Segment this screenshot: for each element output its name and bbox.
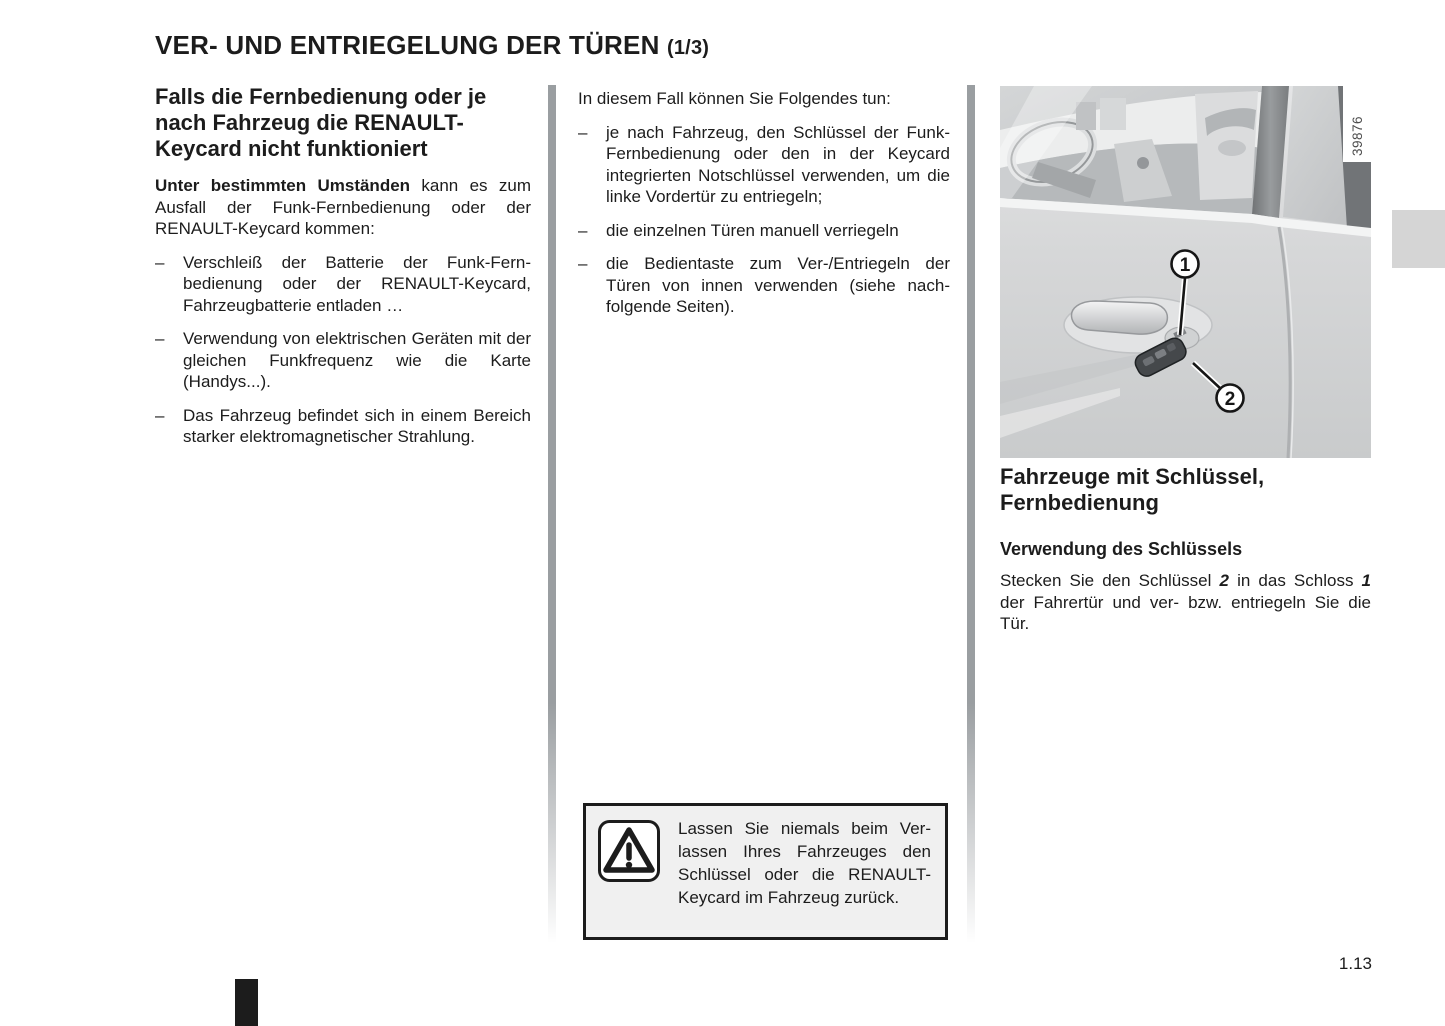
warning-text: Lassen Sie niemals beim Verlassen Ihres Fahrzeuges den Schlüssel oder die RENAULT-Keycard im Fahrzeug zurück. — [678, 819, 931, 907]
callout-2-label: 2 — [1224, 389, 1236, 410]
car-door-illustration — [1000, 86, 1371, 458]
bullet-dash: – — [578, 122, 588, 142]
middle-column — [578, 88, 950, 330]
figure-number: 39876 — [1350, 115, 1365, 156]
car-interior-through-window — [1000, 86, 1262, 214]
bullet-text: Verschleiß der Batterie der Funk-Fernbedienung oder der RENAULT-Keycard, Fahrzeugbatterie entladen … — [183, 252, 531, 315]
list-item — [578, 253, 950, 318]
bullet-text: die Bedientaste zum Ver-/Entriegeln der Türen von innen verwenden (siehe nachfolgende Seiten). — [606, 254, 950, 316]
page-title-part-indicator: (1/3) — [667, 37, 710, 59]
list-item — [155, 405, 531, 448]
left-intro-bold: Unter bestimmten Umständen — [155, 176, 411, 195]
dashboard-vent — [1076, 102, 1096, 130]
page-number: 1.13 — [1338, 954, 1372, 973]
left-intro-paragraph — [155, 175, 531, 240]
middle-intro-paragraph: In diesem Fall können Sie Folgendes tun: — [578, 89, 891, 108]
bullet-dash: – — [155, 405, 165, 425]
door-handle — [1072, 301, 1168, 334]
car-door-figure — [1000, 86, 1371, 457]
gear-knob — [1137, 157, 1149, 169]
bullet-text: je nach Fahrzeug, den Schlüssel der Funk-Fernbedienung oder den in der Keycard integrierten Notschlüssel verwenden, um die linke Vordertür zu entriegeln; — [606, 122, 950, 206]
right-column-heading: Fahrzeuge mit Schlüssel, Fernbedienung — [1000, 464, 1265, 515]
section-tab-marker — [1392, 210, 1445, 268]
page-title-text: VER- UND ENTRIEGELUNG DER TÜREN — [155, 30, 660, 60]
right-column — [1000, 464, 1371, 635]
page-title — [155, 30, 709, 61]
left-intro-rest: kann es zum Ausfall der Funk-Fernbedienung oder der RENAULT-Keycard kommen: — [155, 176, 531, 238]
bullet-text: Verwendung von elektrischen Geräten mit der gleichen Funkfrequenz wie die Karte (Handys...). — [183, 329, 531, 391]
lock-reference: 1 — [1361, 571, 1372, 590]
bullet-text: die einzelnen Türen manuell verriegeln — [606, 220, 899, 240]
callout-1-label: 1 — [1179, 255, 1191, 276]
left-column — [155, 84, 531, 460]
right-body-text: Stecken Sie den Schlüssel — [1000, 571, 1220, 590]
chapter-tab-marker — [235, 979, 258, 1026]
bullet-text: Das Fahrzeug befindet sich in einem Bereich starker elektromagnetischer Strahlung. — [183, 405, 531, 446]
list-item — [578, 220, 950, 242]
warning-box — [583, 803, 948, 940]
list-item — [155, 328, 531, 393]
list-item — [578, 122, 950, 208]
right-column-subheading: Verwendung des Schlüssels — [1000, 539, 1243, 559]
column-divider — [967, 85, 975, 943]
bullet-dash: – — [578, 220, 588, 240]
right-body-text: in das Schloss — [1228, 571, 1362, 590]
right-body-text: der Fahrertür und ver- bzw. entriegeln Sie die Tür. — [1000, 592, 1371, 633]
bullet-dash: – — [155, 252, 165, 272]
column-divider — [548, 85, 556, 943]
left-column-heading: Falls die Fernbedienung oder je nach Fahrzeug die RENAULT-Keycard nicht funktioniert — [155, 84, 487, 161]
key-reference: 2 — [1219, 571, 1229, 590]
bullet-dash: – — [578, 254, 588, 273]
bullet-dash: – — [155, 329, 165, 348]
right-body-paragraph — [1000, 570, 1371, 635]
list-item — [155, 252, 531, 317]
warning-triangle-icon — [597, 819, 661, 883]
